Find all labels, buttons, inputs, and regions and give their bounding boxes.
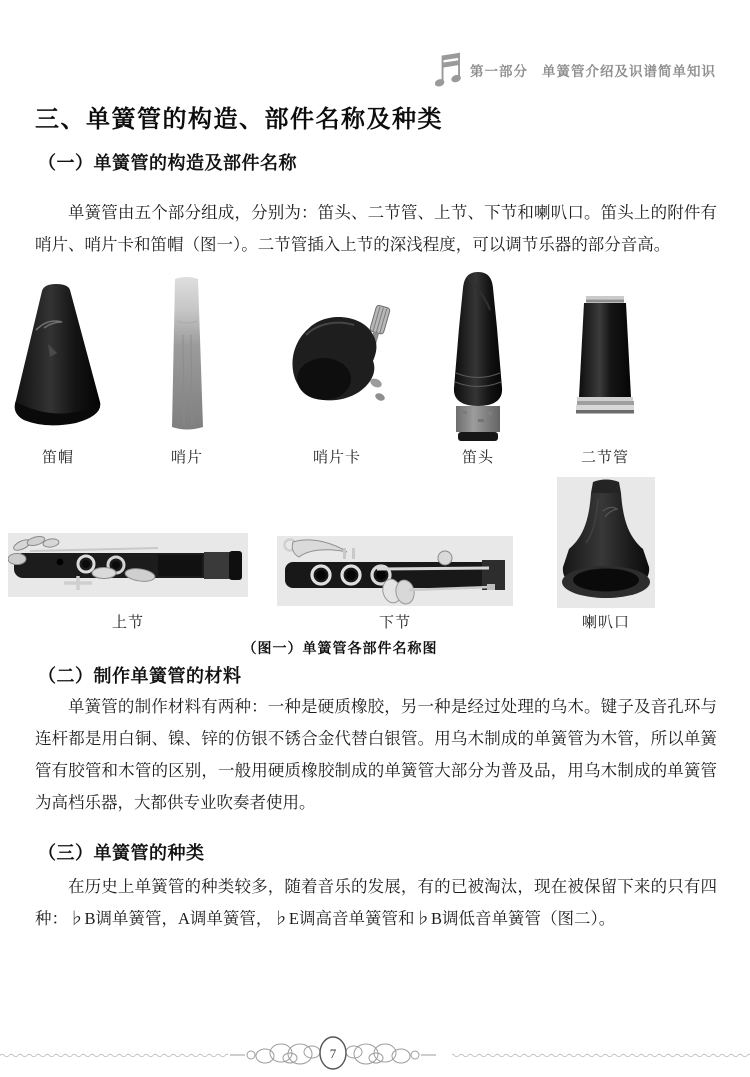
header-part-label: 第一部分 — [470, 64, 528, 79]
part-label-upper-joint: 上节 — [111, 615, 144, 631]
footer-flourish — [0, 1033, 750, 1075]
page-title: 三、单簧管的构造、部件名称及种类 — [35, 106, 443, 133]
section-3-body: 在历史上单簧管的种类较多，随着音乐的发展，有的已被淘汰，现在被保留下来的只有四种：♭B调单簧管，A调单簧管，♭E调高音单簧管和♭B调低音单簧管（图二）。 — [35, 877, 717, 928]
lower-joint-photo — [277, 536, 513, 606]
part-label-mouthpiece: 笛头 — [461, 450, 494, 466]
header-part-title: 单簧管介绍及识谱简单知识 — [542, 64, 716, 79]
section-2-heading: （二）制作单簧管的材料 — [38, 666, 242, 686]
part-label-lower-joint: 下节 — [378, 615, 411, 631]
section-1-body: 单簧管由五个部分组成，分别为：笛头、二节管、上节、下节和喇叭口。笛头上的附件有哨片、哨片卡和笛帽（图一）。二节管插入上节的深浅程度，可以调节乐器的部分音高。 — [35, 203, 717, 254]
page-header — [433, 52, 716, 88]
figure-parts-row-2 — [0, 470, 750, 638]
section-1-heading: （一）单簧管的构造及部件名称 — [38, 153, 297, 173]
ligature-photo — [280, 303, 394, 417]
footer-wave-left — [0, 1052, 228, 1057]
figure-parts-row-1 — [0, 270, 750, 470]
figure-caption: （图一）单簧管各部件名称图 — [242, 642, 438, 657]
music-note-icon — [433, 52, 461, 88]
section-3-heading: （三）单簧管的种类 — [38, 843, 205, 863]
part-label-barrel: 二节管 — [580, 450, 629, 466]
page-number: 7 — [329, 1046, 337, 1061]
part-label-cap: 笛帽 — [41, 450, 74, 466]
part-label-ligature: 哨片卡 — [312, 450, 361, 466]
mouthpiece-photo — [444, 270, 512, 442]
bell-photo — [557, 477, 655, 608]
footer-wave-right — [452, 1052, 750, 1057]
section-2-body: 单簧管的制作材料有两种：一种是硬质橡胶，另一种是经过处理的乌木。键子及音孔环与连杆都是用白铜、镍、锌的仿银不锈合金代替白银管。用乌木制成的单簧管为木管，所以单簧管有胶管和木管的区别，一般用硬质橡胶制成的单簧管大部分为普及品，用乌木制成的单簧管为高档乐器，大都供专业吹奏者使用。 — [35, 697, 717, 812]
cap-photo — [8, 282, 108, 428]
upper-joint-photo — [8, 533, 248, 597]
part-label-reed: 哨片 — [170, 450, 203, 466]
part-label-bell: 喇叭口 — [581, 615, 630, 631]
page-footer — [0, 1033, 750, 1075]
barrel-photo — [572, 294, 638, 416]
reed-photo — [165, 275, 209, 433]
